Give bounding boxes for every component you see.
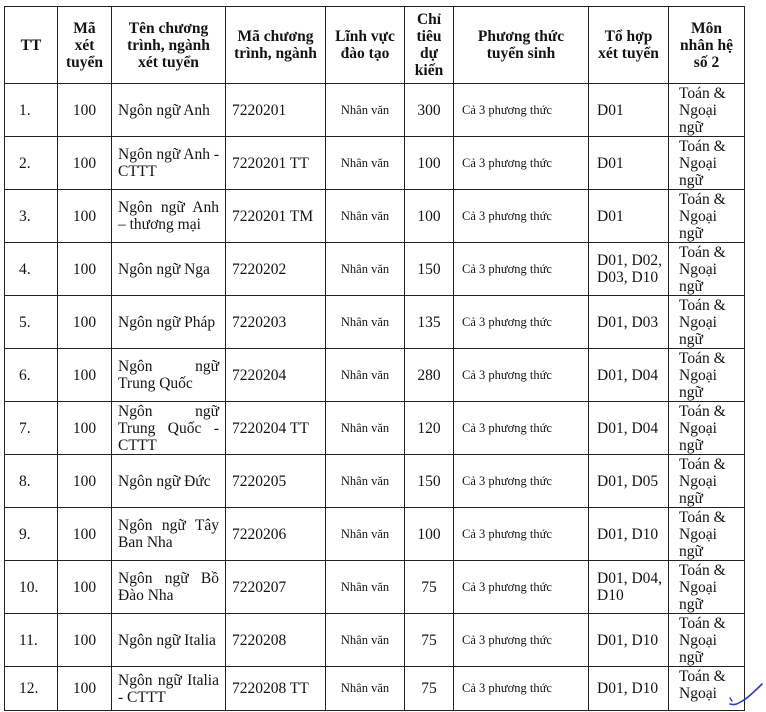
cell-tt: 8. [5, 455, 58, 508]
cell-mon-nhan-he-so: Toán & Ngoại ngữ [669, 190, 745, 243]
cell-to-hop: D01, D10 [589, 508, 669, 561]
cell-chi-tieu: 150 [405, 243, 454, 296]
cell-to-hop: D01 [589, 190, 669, 243]
cell-linh-vuc: Nhân văn [326, 296, 405, 349]
header-phuong-thuc: Phương thức tuyển sinh [454, 7, 589, 84]
cell-to-hop: D01, D10 [589, 614, 669, 667]
table-row [5, 614, 745, 667]
cell-ma-xet-tuyen: 100 [58, 349, 112, 402]
cell-linh-vuc: Nhân văn [326, 349, 405, 402]
cell-to-hop: D01 [589, 84, 669, 137]
table-row [5, 243, 745, 296]
cell-phuong-thuc: Cả 3 phương thức [454, 402, 589, 455]
cell-ma-chuong-trinh: 7220207 [226, 561, 326, 614]
cell-ma-chuong-trinh: 7220206 [226, 508, 326, 561]
cell-mon-nhan-he-so: Toán & Ngoại [669, 667, 745, 711]
cell-tt: 11. [5, 614, 58, 667]
cell-ma-chuong-trinh: 7220201 TM [226, 190, 326, 243]
header-ma-chuong-trinh: Mã chương trình, ngành [226, 7, 326, 84]
table-row [5, 349, 745, 402]
cell-ma-chuong-trinh: 7220202 [226, 243, 326, 296]
cell-ma-xet-tuyen: 100 [58, 243, 112, 296]
cell-mon-nhan-he-so: Toán & Ngoại ngữ [669, 455, 745, 508]
cell-to-hop: D01, D10 [589, 667, 669, 711]
cell-chi-tieu: 280 [405, 349, 454, 402]
cell-to-hop: D01, D05 [589, 455, 669, 508]
cell-phuong-thuc: Cả 3 phương thức [454, 243, 589, 296]
header-to-hop: Tổ hợp xét tuyển [589, 7, 669, 84]
cell-tt: 6. [5, 349, 58, 402]
cell-ma-chuong-trinh: 7220208 [226, 614, 326, 667]
admission-table [4, 6, 745, 711]
cell-phuong-thuc: Cả 3 phương thức [454, 455, 589, 508]
pen-mark [728, 680, 764, 710]
cell-ma-chuong-trinh: 7220204 [226, 349, 326, 402]
cell-phuong-thuc: Cả 3 phương thức [454, 137, 589, 190]
cell-ma-xet-tuyen: 100 [58, 190, 112, 243]
cell-ma-xet-tuyen: 100 [58, 508, 112, 561]
table-row [5, 296, 745, 349]
cell-mon-nhan-he-so: Toán & Ngoại ngữ [669, 561, 745, 614]
cell-ma-xet-tuyen: 100 [58, 84, 112, 137]
cell-mon-nhan-he-so: Toán & Ngoại ngữ [669, 84, 745, 137]
cell-phuong-thuc: Cả 3 phương thức [454, 349, 589, 402]
cell-linh-vuc: Nhân văn [326, 614, 405, 667]
cell-linh-vuc: Nhân văn [326, 243, 405, 296]
cell-tt: 4. [5, 243, 58, 296]
cell-mon-nhan-he-so: Toán & Ngoại ngữ [669, 296, 745, 349]
table-row [5, 561, 745, 614]
cell-mon-nhan-he-so: Toán & Ngoại ngữ [669, 137, 745, 190]
table-row [5, 402, 745, 455]
cell-to-hop: D01, D04 [589, 402, 669, 455]
cell-ma-xet-tuyen: 100 [58, 402, 112, 455]
cell-phuong-thuc: Cả 3 phương thức [454, 84, 589, 137]
cell-phuong-thuc: Cả 3 phương thức [454, 296, 589, 349]
cell-mon-nhan-he-so: Toán & Ngoại ngữ [669, 243, 745, 296]
cell-tt: 2. [5, 137, 58, 190]
cell-to-hop: D01 [589, 137, 669, 190]
cell-ma-chuong-trinh: 7220201 TT [226, 137, 326, 190]
cell-to-hop: D01, D03 [589, 296, 669, 349]
header-mon-nhan-he-so: Môn nhân hệ số 2 [669, 7, 745, 84]
cell-tt: 12. [5, 667, 58, 711]
cell-ma-xet-tuyen: 100 [58, 561, 112, 614]
table-row [5, 455, 745, 508]
cell-linh-vuc: Nhân văn [326, 190, 405, 243]
cell-mon-nhan-he-so: Toán & Ngoại ngữ [669, 402, 745, 455]
cell-ten-chuong-trinh: Ngôn ngữ Đức [112, 455, 226, 508]
cell-ten-chuong-trinh: Ngôn ngữ Bồ Đào Nha [112, 561, 226, 614]
cell-linh-vuc: Nhân văn [326, 402, 405, 455]
header-row [5, 7, 745, 84]
cell-ma-xet-tuyen: 100 [58, 614, 112, 667]
cell-ten-chuong-trinh: Ngôn ngữ Anh - CTTT [112, 137, 226, 190]
cell-to-hop: D01, D02, D03, D10 [589, 243, 669, 296]
cell-phuong-thuc: Cả 3 phương thức [454, 508, 589, 561]
cell-chi-tieu: 150 [405, 455, 454, 508]
cell-ten-chuong-trinh: Ngôn ngữ Tây Ban Nha [112, 508, 226, 561]
cell-phuong-thuc: Cả 3 phương thức [454, 614, 589, 667]
cell-ten-chuong-trinh: Ngôn ngữ Italia - CTTT [112, 667, 226, 711]
cell-phuong-thuc: Cả 3 phương thức [454, 190, 589, 243]
table-body [5, 84, 745, 711]
cell-linh-vuc: Nhân văn [326, 84, 405, 137]
table-row [5, 190, 745, 243]
cell-ten-chuong-trinh: Ngôn ngữ Anh – thương mại [112, 190, 226, 243]
cell-tt: 7. [5, 402, 58, 455]
cell-ma-xet-tuyen: 100 [58, 667, 112, 711]
cell-phuong-thuc: Cả 3 phương thức [454, 667, 589, 711]
cell-tt: 3. [5, 190, 58, 243]
cell-chi-tieu: 135 [405, 296, 454, 349]
cell-ma-chuong-trinh: 7220204 TT [226, 402, 326, 455]
cell-ten-chuong-trinh: Ngôn ngữ Trung Quốc [112, 349, 226, 402]
cell-linh-vuc: Nhân văn [326, 508, 405, 561]
header-tt: TT [5, 7, 58, 84]
cell-linh-vuc: Nhân văn [326, 137, 405, 190]
cell-ten-chuong-trinh: Ngôn ngữ Italia [112, 614, 226, 667]
cell-ma-xet-tuyen: 100 [58, 137, 112, 190]
cell-to-hop: D01, D04, D10 [589, 561, 669, 614]
header-linh-vuc: Lĩnh vực đào tạo [326, 7, 405, 84]
table-row [5, 508, 745, 561]
table-row [5, 667, 745, 711]
cell-chi-tieu: 75 [405, 561, 454, 614]
cell-ma-xet-tuyen: 100 [58, 455, 112, 508]
cell-ma-chuong-trinh: 7220205 [226, 455, 326, 508]
cell-linh-vuc: Nhân văn [326, 667, 405, 711]
cell-linh-vuc: Nhân văn [326, 561, 405, 614]
cell-ma-chuong-trinh: 7220201 [226, 84, 326, 137]
cell-ten-chuong-trinh: Ngôn ngữ Pháp [112, 296, 226, 349]
cell-mon-nhan-he-so: Toán & Ngoại ngữ [669, 508, 745, 561]
cell-ma-chuong-trinh: 7220203 [226, 296, 326, 349]
cell-ten-chuong-trinh: Ngôn ngữ Nga [112, 243, 226, 296]
cell-chi-tieu: 75 [405, 614, 454, 667]
cell-mon-nhan-he-so: Toán & Ngoại ngữ [669, 349, 745, 402]
header-chi-tieu: Chỉ tiêu dự kiến [405, 7, 454, 84]
cell-chi-tieu: 100 [405, 190, 454, 243]
header-ten-chuong-trinh: Tên chương trình, ngành xét tuyển [112, 7, 226, 84]
cell-ma-xet-tuyen: 100 [58, 296, 112, 349]
table-row [5, 84, 745, 137]
cell-chi-tieu: 100 [405, 137, 454, 190]
cell-mon-nhan-he-so: Toán & Ngoại ngữ [669, 614, 745, 667]
admission-table-wrapper [4, 6, 745, 711]
cell-ma-chuong-trinh: 7220208 TT [226, 667, 326, 711]
cell-tt: 9. [5, 508, 58, 561]
cell-phuong-thuc: Cả 3 phương thức [454, 561, 589, 614]
cell-chi-tieu: 100 [405, 508, 454, 561]
cell-tt: 1. [5, 84, 58, 137]
table-row [5, 137, 745, 190]
cell-chi-tieu: 120 [405, 402, 454, 455]
cell-tt: 5. [5, 296, 58, 349]
cell-chi-tieu: 300 [405, 84, 454, 137]
cell-ten-chuong-trinh: Ngôn ngữ Trung Quốc - CTTT [112, 402, 226, 455]
cell-tt: 10. [5, 561, 58, 614]
cell-chi-tieu: 75 [405, 667, 454, 711]
cell-to-hop: D01, D04 [589, 349, 669, 402]
header-ma-xet-tuyen: Mã xét tuyển [58, 7, 112, 84]
cell-linh-vuc: Nhân văn [326, 455, 405, 508]
cell-ten-chuong-trinh: Ngôn ngữ Anh [112, 84, 226, 137]
